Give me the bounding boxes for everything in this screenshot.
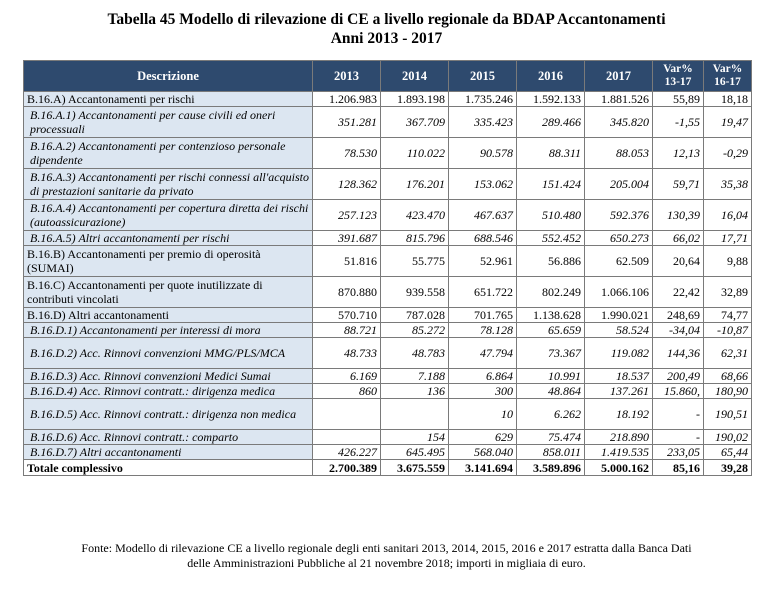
cell-2017: 62.509 (585, 246, 653, 277)
cell-2017: 119.082 (585, 338, 653, 369)
header-var-13-17 (653, 61, 704, 92)
cell-2016: 6.262 (517, 399, 585, 430)
cell-2013: 128.362 (313, 169, 381, 200)
cell-var-13-17: 59,71 (653, 169, 704, 200)
table-row (24, 399, 752, 430)
table-row (24, 107, 752, 138)
cell-descrizione: B.16.C) Accantonamenti per quote inutilizzate di contributi vincolati (24, 277, 313, 308)
table-row (24, 277, 752, 308)
cell-2014: 3.675.559 (381, 460, 449, 476)
cell-var-13-17: 144,36 (653, 338, 704, 369)
table-row (24, 323, 752, 338)
cell-2013: 1.206.983 (313, 92, 381, 107)
header-2013: 2013 (313, 61, 381, 92)
header-var-16-17 (704, 61, 752, 92)
cell-var-13-17: -34,04 (653, 323, 704, 338)
cell-2014: 423.470 (381, 200, 449, 231)
cell-var-13-17: 200,49 (653, 369, 704, 384)
cell-2017: 205.004 (585, 169, 653, 200)
cell-descrizione: B.16.D.1) Accantonamenti per interessi di mora (24, 323, 313, 338)
cell-var-13-17: 20,64 (653, 246, 704, 277)
footnote (0, 541, 773, 570)
cell-2016: 75.474 (517, 430, 585, 445)
cell-descrizione: B.16.B) Accantonamenti per premio di operosità (SUMAI) (24, 246, 313, 277)
cell-2013: 6.169 (313, 369, 381, 384)
footnote-line-2: delle Amministrazioni Pubbliche al 21 novembre 2018; importi in migliaia di euro. (187, 555, 586, 570)
table-row (24, 430, 752, 445)
cell-descrizione: B.16.D.2) Acc. Rinnovi convenzioni MMG/PLS/MCA (24, 338, 313, 369)
cell-2014: 1.893.198 (381, 92, 449, 107)
cell-var-16-17: 190,02 (704, 430, 752, 445)
cell-var-13-17: - (653, 399, 704, 430)
cell-2013: 570.710 (313, 308, 381, 323)
cell-2013: 51.816 (313, 246, 381, 277)
cell-var-16-17: 68,66 (704, 369, 752, 384)
cell-2013 (313, 399, 381, 430)
cell-2015: 300 (449, 384, 517, 399)
header-var-13-17-line-2: 13-17 (664, 76, 692, 88)
cell-2017: 18.192 (585, 399, 653, 430)
table-row (24, 138, 752, 169)
cell-2015: 90.578 (449, 138, 517, 169)
cell-2013: 860 (313, 384, 381, 399)
cell-var-16-17: 35,38 (704, 169, 752, 200)
cell-descrizione: B.16.D.5) Acc. Rinnovi contratt.: dirigenza non medica (24, 399, 313, 430)
cell-2015: 10 (449, 399, 517, 430)
cell-2015: 47.794 (449, 338, 517, 369)
cell-2013: 88.721 (313, 323, 381, 338)
table-title-line-2: Anni 2013 - 2017 (330, 30, 443, 47)
cell-2016: 1.592.133 (517, 92, 585, 107)
table-title (0, 10, 773, 48)
table-row (24, 308, 752, 323)
cell-2013: 48.733 (313, 338, 381, 369)
table-row (24, 445, 752, 460)
header-2017: 2017 (585, 61, 653, 92)
cell-2015: 153.062 (449, 169, 517, 200)
cell-2013: 870.880 (313, 277, 381, 308)
cell-2017: 58.524 (585, 323, 653, 338)
cell-2014: 367.709 (381, 107, 449, 138)
cell-var-13-17: 248,69 (653, 308, 704, 323)
cell-2013: 351.281 (313, 107, 381, 138)
cell-2015: 701.765 (449, 308, 517, 323)
table-header-row (24, 61, 752, 92)
cell-var-16-17: 190,51 (704, 399, 752, 430)
header-var-16-17-line-1: Var% (712, 63, 743, 75)
cell-var-16-17: -10,87 (704, 323, 752, 338)
header-var-13-17-line-1: Var% (663, 63, 693, 75)
cell-var-13-17: 233,05 (653, 445, 704, 460)
table-row (24, 369, 752, 384)
table-title-line-1: Tabella 45 Modello di rilevazione di CE a livello regionale da BDAP Accantonamenti (107, 11, 666, 28)
cell-2014: 787.028 (381, 308, 449, 323)
cell-descrizione: B.16.A) Accantonamenti per rischi (24, 92, 313, 107)
cell-var-13-17: 22,42 (653, 277, 704, 308)
cell-2016: 552.452 (517, 231, 585, 246)
cell-descrizione: B.16.A.3) Accantonamenti per rischi connessi all'acquisto di prestazioni sanitarie da privato (24, 169, 313, 200)
cell-2017: 88.053 (585, 138, 653, 169)
cell-2014: 136 (381, 384, 449, 399)
cell-2014: 645.495 (381, 445, 449, 460)
cell-2013 (313, 430, 381, 445)
cell-descrizione: B.16.A.4) Accantonamenti per copertura diretta dei rischi (autoassicurazione) (24, 200, 313, 231)
cell-var-13-17: 85,16 (653, 460, 704, 476)
header-2016: 2016 (517, 61, 585, 92)
table-row (24, 169, 752, 200)
cell-2016: 56.886 (517, 246, 585, 277)
header-var-16-17-line-2: 16-17 (714, 76, 741, 88)
cell-var-16-17: 180,90 (704, 384, 752, 399)
cell-2015: 78.128 (449, 323, 517, 338)
cell-2015: 467.637 (449, 200, 517, 231)
cell-2017: 18.537 (585, 369, 653, 384)
cell-2016: 88.311 (517, 138, 585, 169)
footnote-line-1: Fonte: Modello di rilevazione CE a livello regionale degli enti sanitari 2013, 2014, 2015, 2016 e 2017 estratta dalla Banca Dati (81, 541, 692, 555)
cell-var-13-17: 66,02 (653, 231, 704, 246)
cell-var-13-17: -1,55 (653, 107, 704, 138)
cell-2014: 85.272 (381, 323, 449, 338)
cell-2013: 257.123 (313, 200, 381, 231)
cell-var-16-17: 18,18 (704, 92, 752, 107)
cell-2016: 3.589.896 (517, 460, 585, 476)
cell-2015: 568.040 (449, 445, 517, 460)
cell-2014: 815.796 (381, 231, 449, 246)
cell-2015: 3.141.694 (449, 460, 517, 476)
cell-var-16-17: 65,44 (704, 445, 752, 460)
cell-2016: 48.864 (517, 384, 585, 399)
cell-2016: 802.249 (517, 277, 585, 308)
cell-2017: 650.273 (585, 231, 653, 246)
table-row (24, 338, 752, 369)
cell-var-13-17: - (653, 430, 704, 445)
total-row (24, 460, 752, 476)
cell-descrizione: Totale complessivo (24, 460, 313, 476)
cell-2015: 629 (449, 430, 517, 445)
header-2015: 2015 (449, 61, 517, 92)
cell-2016: 10.991 (517, 369, 585, 384)
cell-2017: 218.890 (585, 430, 653, 445)
cell-var-16-17: -0,29 (704, 138, 752, 169)
cell-2017: 345.820 (585, 107, 653, 138)
cell-2015: 52.961 (449, 246, 517, 277)
cell-var-16-17: 19,47 (704, 107, 752, 138)
cell-2017: 1.066.106 (585, 277, 653, 308)
cell-var-16-17: 62,31 (704, 338, 752, 369)
cell-2017: 1.419.535 (585, 445, 653, 460)
table-row (24, 200, 752, 231)
table-row (24, 384, 752, 399)
cell-2017: 137.261 (585, 384, 653, 399)
cell-2013: 2.700.389 (313, 460, 381, 476)
cell-2017: 1.990.021 (585, 308, 653, 323)
cell-descrizione: B.16.D.7) Altri accantonamenti (24, 445, 313, 460)
cell-2014: 55.775 (381, 246, 449, 277)
cell-var-16-17: 74,77 (704, 308, 752, 323)
cell-descrizione: B.16.A.1) Accantonamenti per cause civili ed oneri processuali (24, 107, 313, 138)
table-body (24, 92, 752, 476)
cell-2013: 426.227 (313, 445, 381, 460)
cell-2015: 335.423 (449, 107, 517, 138)
cell-2016: 73.367 (517, 338, 585, 369)
cell-var-16-17: 16,04 (704, 200, 752, 231)
cell-2015: 6.864 (449, 369, 517, 384)
cell-descrizione: B.16.A.2) Accantonamenti per contenzioso personale dipendente (24, 138, 313, 169)
cell-2016: 858.011 (517, 445, 585, 460)
cell-2016: 510.480 (517, 200, 585, 231)
cell-descrizione: B.16.D) Altri accantonamenti (24, 308, 313, 323)
table-row (24, 92, 752, 107)
cell-2014: 7.188 (381, 369, 449, 384)
cell-2014: 939.558 (381, 277, 449, 308)
cell-var-13-17: 12,13 (653, 138, 704, 169)
cell-2016: 151.424 (517, 169, 585, 200)
table-row (24, 231, 752, 246)
accantonamenti-table (23, 60, 752, 476)
cell-var-16-17: 17,71 (704, 231, 752, 246)
cell-2013: 391.687 (313, 231, 381, 246)
cell-var-13-17: 55,89 (653, 92, 704, 107)
header-2014: 2014 (381, 61, 449, 92)
cell-var-13-17: 15.860, (653, 384, 704, 399)
cell-2016: 1.138.628 (517, 308, 585, 323)
cell-2013: 78.530 (313, 138, 381, 169)
cell-2014 (381, 399, 449, 430)
cell-var-13-17: 130,39 (653, 200, 704, 231)
cell-2014: 110.022 (381, 138, 449, 169)
table-row (24, 246, 752, 277)
cell-2017: 5.000.162 (585, 460, 653, 476)
cell-2017: 1.881.526 (585, 92, 653, 107)
cell-2017: 592.376 (585, 200, 653, 231)
cell-descrizione: B.16.D.3) Acc. Rinnovi convenzioni Medici Sumai (24, 369, 313, 384)
cell-descrizione: B.16.A.5) Altri accantonamenti per rischi (24, 231, 313, 246)
cell-2015: 688.546 (449, 231, 517, 246)
cell-2015: 651.722 (449, 277, 517, 308)
cell-2016: 289.466 (517, 107, 585, 138)
cell-var-16-17: 9,88 (704, 246, 752, 277)
cell-2016: 65.659 (517, 323, 585, 338)
cell-2014: 154 (381, 430, 449, 445)
cell-2014: 48.783 (381, 338, 449, 369)
cell-descrizione: B.16.D.6) Acc. Rinnovi contratt.: comparto (24, 430, 313, 445)
header-descrizione: Descrizione (24, 61, 313, 92)
cell-2014: 176.201 (381, 169, 449, 200)
cell-var-16-17: 39,28 (704, 460, 752, 476)
cell-2015: 1.735.246 (449, 92, 517, 107)
cell-descrizione: B.16.D.4) Acc. Rinnovi contratt.: dirigenza medica (24, 384, 313, 399)
cell-var-16-17: 32,89 (704, 277, 752, 308)
